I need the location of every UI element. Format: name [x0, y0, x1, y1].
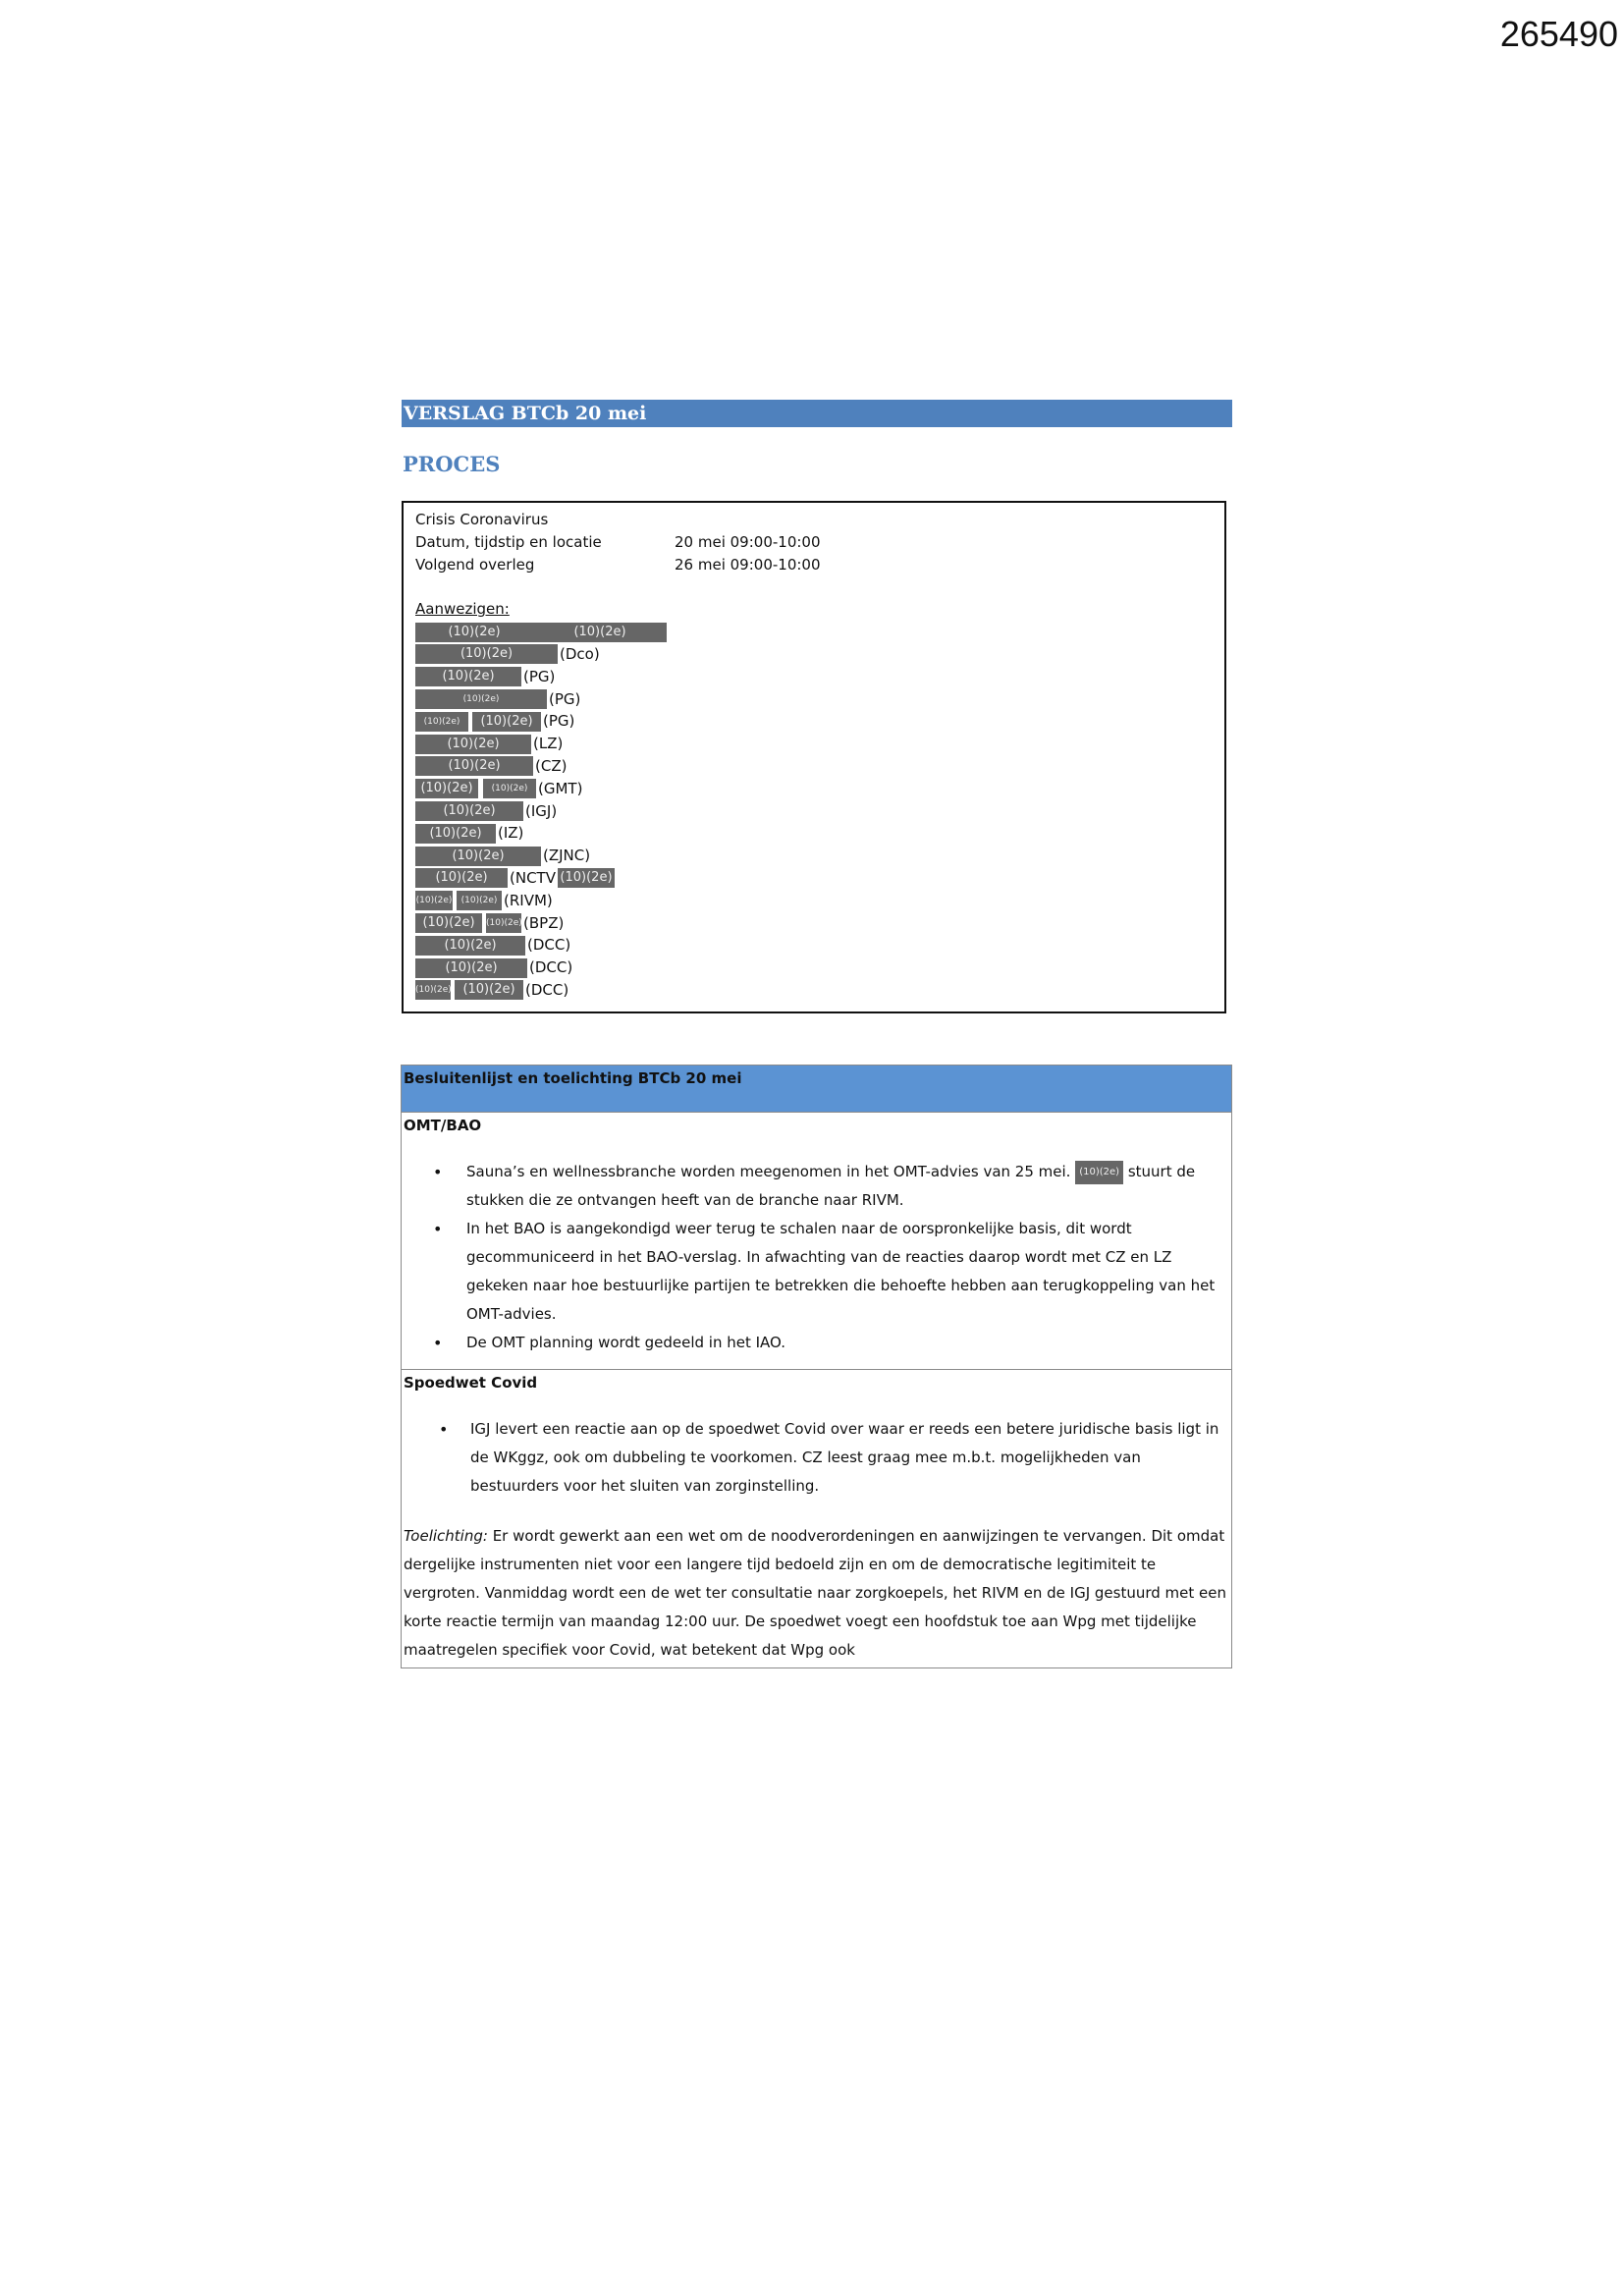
attendee-org: (CZ)	[535, 756, 568, 775]
redaction-block: (10)(2e)	[486, 913, 521, 933]
list-item: • De OMT planning wordt gedeeld in het IAO.	[402, 1329, 1231, 1357]
attendee-row	[415, 979, 1224, 1002]
info-value: 20 mei 09:00-10:00	[675, 532, 821, 551]
attendee-org: (PG)	[543, 712, 575, 731]
toelichting-text: Er wordt gewerkt aan een wet om de noodverordeningen en aanwijzingen te vervangen. Dit omdat dergelijke instrumenten niet voor een langere tijd bedoeld zijn en om de democratische legitimiteit te vergroten. Vanmiddag wordt een de wet ter consultatie naar zorgkoepels, het RIVM en de IGJ gestuurd met een korte reactie termijn van maandag 12:00 uur. De spoedwet voegt een hoofdstuk toe aan Wpg met tijdelijke maatregelen specifiek voor Covid, wat betekent dat Wpg ook	[404, 1527, 1226, 1659]
section-title: Spoedwet Covid	[404, 1374, 538, 1392]
attendee-row	[415, 778, 1224, 800]
section-heading-proces: PROCES	[403, 452, 501, 476]
attendee-row	[415, 867, 1224, 890]
redaction-block: (10)(2e)	[472, 712, 541, 732]
attendee-org: (IZ)	[498, 824, 524, 843]
document-number: 265490	[1499, 14, 1618, 54]
redaction-block: (10)(2e)	[415, 824, 496, 844]
attendee-org: (ZJNC)	[543, 847, 591, 865]
redaction-block: (10)(2e)	[415, 689, 547, 709]
list-item	[402, 1158, 1231, 1215]
attendee-row	[415, 957, 1224, 979]
section-title: OMT/BAO	[404, 1117, 482, 1134]
attendee-row	[415, 912, 1224, 935]
redaction-block: (10)(2e)	[415, 779, 478, 798]
bullet-list	[402, 1415, 1231, 1501]
attendee-org: (NCTV	[510, 868, 556, 887]
section-spoedwet	[402, 1370, 1231, 1667]
attendee-org: (RIVM)	[504, 891, 553, 909]
attendee-org: (PG)	[549, 689, 581, 708]
attendee-row	[415, 934, 1224, 957]
redaction-block: (10)(2e)	[415, 980, 451, 1000]
bullet-list	[402, 1158, 1231, 1357]
redaction-block: (10)(2e)	[415, 735, 531, 754]
attendee-org: (PG)	[523, 667, 556, 685]
attendees-title: Aanwezigen:	[415, 600, 510, 619]
attendee-row	[415, 643, 1224, 666]
attendee-row	[415, 755, 1224, 778]
info-row-next-meeting	[415, 554, 1224, 576]
info-row-date	[415, 531, 1224, 554]
redaction-block: (10)(2e)	[457, 891, 502, 910]
attendee-row	[415, 800, 1224, 823]
attendee-org: (BPZ)	[523, 913, 565, 932]
report-title: VERSLAG BTCb 20 mei	[402, 400, 1232, 427]
attendee-org: (Dco)	[560, 644, 600, 663]
redaction-block: (10)(2e)	[558, 868, 615, 888]
attendee-org: (LZ)	[533, 735, 564, 753]
info-value: 26 mei 09:00-10:00	[675, 555, 821, 574]
redaction-block: (10)(2e)	[455, 980, 523, 1000]
redaction-block: (10)(2e)	[415, 868, 508, 888]
attendee-org: (DCC)	[525, 980, 569, 999]
attendee-org: (DCC)	[529, 958, 573, 977]
item-text: Sauna’s en wellnessbranche worden meegenomen in het OMT-advies van 25 mei.	[466, 1163, 1071, 1180]
attendee-org: (IGJ)	[525, 801, 558, 820]
redaction-block: (10)(2e)	[415, 891, 453, 910]
attendee-row	[415, 666, 1224, 688]
redaction-block: (10)(2e)	[415, 712, 468, 732]
redaction-block: (10)(2e)	[415, 756, 533, 776]
attendee-row	[415, 710, 1224, 733]
redaction-block: (10)(2e)	[483, 779, 536, 798]
crisis-name: Crisis Coronavirus	[415, 511, 549, 528]
item-text: stuurt de stukken die ze ontvangen heeft van de branche naar RIVM.	[466, 1163, 1196, 1209]
redaction-block: (10)(2e)	[415, 623, 533, 642]
redaction-block: (10)(2e)	[1075, 1161, 1123, 1184]
info-label: Volgend overleg	[415, 555, 535, 574]
redaction-block: (10)(2e)	[415, 644, 558, 664]
redaction-block: (10)(2e)	[415, 667, 521, 686]
section-omt-bao	[402, 1113, 1231, 1370]
attendee-row	[415, 845, 1224, 867]
info-label: Datum, tijdstip en locatie	[415, 532, 602, 551]
attendee-row	[415, 621, 1224, 643]
toelichting-label: Toelichting:	[404, 1527, 488, 1545]
meeting-info-box	[402, 501, 1226, 1013]
toelichting-paragraph	[402, 1512, 1231, 1667]
decisions-header: Besluitenlijst en toelichting BTCb 20 mei	[402, 1066, 1231, 1113]
list-item: • In het BAO is aangekondigd weer terug te schalen naar de oorspronkelijke basis, dit wordt gecommuniceerd in het BAO-verslag. In afwachting van de reacties daarop wordt met CZ en LZ gekeken naar hoe bestuurlijke partijen te betrekken die behoefte hebben aan terugkoppeling van het OMT-advies.	[402, 1215, 1231, 1329]
attendee-row	[415, 890, 1224, 912]
decisions-table	[401, 1065, 1232, 1668]
redaction-block: (10)(2e)	[533, 623, 667, 642]
attendee-row	[415, 733, 1224, 755]
redaction-block: (10)(2e)	[415, 958, 527, 978]
redaction-block: (10)(2e)	[415, 801, 523, 821]
attendee-row	[415, 688, 1224, 711]
attendee-org: (GMT)	[538, 779, 583, 797]
redaction-block: (10)(2e)	[415, 913, 482, 933]
list-item: • IGJ levert een reactie aan op de spoedwet Covid over waar er reeds een betere juridische basis ligt in de WKggz, ook om dubbeling te voorkomen. CZ leest graag mee m.b.t. mogelijkheden van bestuurders voor het sluiten van zorginstelling.	[402, 1415, 1231, 1501]
attendee-org: (DCC)	[527, 936, 571, 955]
redaction-block: (10)(2e)	[415, 936, 525, 956]
attendee-row	[415, 822, 1224, 845]
redaction-block: (10)(2e)	[415, 847, 541, 866]
